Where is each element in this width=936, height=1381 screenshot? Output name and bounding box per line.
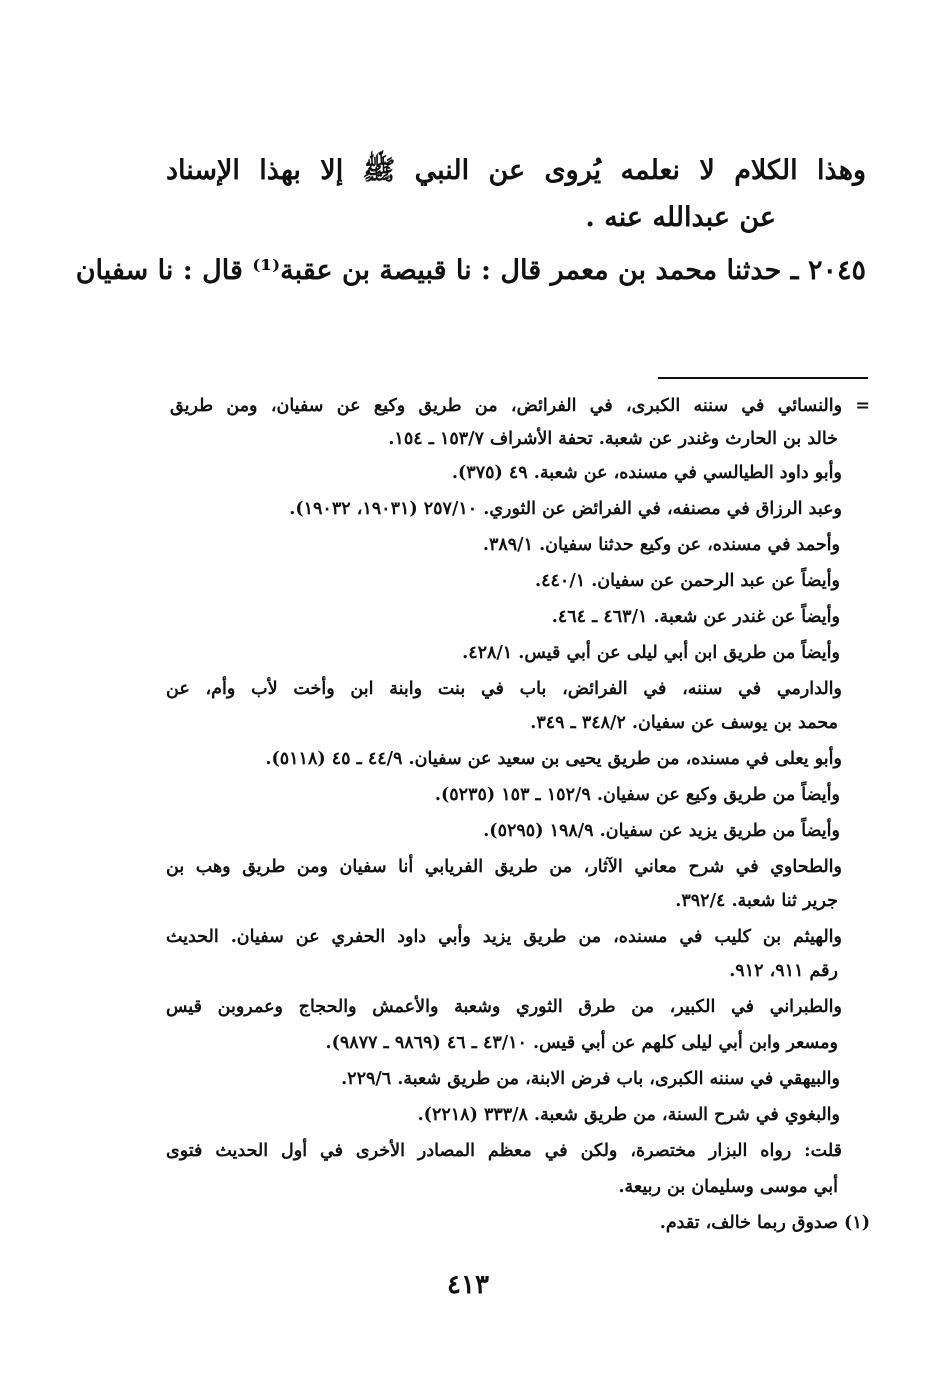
footnote-line: والبغوي في شرح السنة، من طريق شعبة. ٣٣٣/٨ (٢٢١٨). bbox=[417, 1105, 840, 1125]
footnote-line: محمد بن يوسف عن سفيان. ٣٤٨/٢ ـ ٣٤٩. bbox=[530, 713, 838, 733]
footnote-line: ومسعر وابن أبي ليلى كلهم عن أبي قيس. ٤٣/١٠ ـ ٤٦ (٩٨٦٩ ـ ٩٨٧٧). bbox=[325, 1033, 838, 1053]
footnote-line: والهيثم بن كليب في مسنده، من طريق يزيد وأبي داود الحفري عن سفيان. الحديث bbox=[166, 927, 842, 947]
footnote-line: جرير ثنا شعبة. ٣٩٢/٤. bbox=[675, 891, 838, 911]
footnote-line: وأيضاً عن عبد الرحمن عن سفيان. ٤٤٠/١. bbox=[535, 571, 840, 591]
page-number: ٤١٣ bbox=[447, 1270, 489, 1300]
footnote-line: والطحاوي في شرح معاني الآثار، من طريق الفريابي أنا سفيان ومن طريق وهب بن bbox=[166, 857, 842, 877]
footnote-line: والطبراني في الكبير، من طرق الثوري وشعبة والأعمش والحجاج وعمروبن قيس bbox=[166, 997, 842, 1017]
footnote-line: وأيضاً من طريق يزيد عن سفيان. ١٩٨/٩ (٥٢٩٥). bbox=[483, 821, 840, 841]
footnote-1: (١) صدوق ربما خالف، تقدم. bbox=[659, 1213, 870, 1233]
footnote-line: رقم ٩١١، ٩١٢. bbox=[729, 961, 838, 981]
footnote-line: وأحمد في مسنده، عن وكيع حدثنا سفيان. ٣٨٩/١. bbox=[482, 535, 840, 555]
footnote-line: وأيضاً من طريق ابن أبي ليلى عن أبي قيس. ٤٢٨/١. bbox=[462, 643, 840, 663]
footnote-line: وأبو يعلى في مسنده، من طريق يحيى بن سعيد عن سفيان. ٤٤/٩ ـ ٤٥ (٥١١٨). bbox=[265, 749, 842, 769]
footnote-line: والبيهقي في سننه الكبرى، باب فرض الابنة، من طريق شعبة. ٢٢٩/٦. bbox=[341, 1069, 840, 1089]
footnote-line: قلت: رواه البزار مختصرة، ولكن في معظم المصادر الأخرى في أول الحديث فتوى bbox=[166, 1141, 842, 1161]
footnote-line: وأبو داود الطيالسي في مسنده، عن شعبة. ٤٩ (٣٧٥). bbox=[451, 463, 842, 483]
footnote-line: = والنسائي في سننه الكبرى، في الفرائض، من طريق وكيع عن سفيان، ومن طريق bbox=[170, 396, 870, 416]
footnote-separator bbox=[658, 377, 868, 379]
main-text-line-1: وهذا الكلام لا نعلمه يُروى عن النبي ﷺ إلا بهذا الإسناد bbox=[166, 155, 866, 186]
footnote-line: خالد بن الحارث وغندر عن شعبة. تحفة الأشراف ١٥٣/٧ ـ ١٥٤. bbox=[388, 429, 838, 449]
footnote-line: وأيضاً عن غندر عن شعبة. ٤٦٣/١ ـ ٤٦٤. bbox=[551, 607, 840, 627]
footnote-line: وأيضاً من طريق وكيع عن سفيان. ١٥٢/٩ ـ ١٥٣ (٥٢٣٥). bbox=[434, 785, 840, 805]
footnote-line: أبي موسى وسليمان بن ربيعة. bbox=[618, 1177, 838, 1197]
footnote-line: والدارمي في سننه، في الفرائض، باب في بنت وابنة ابن وأخت لأب وأم، عن bbox=[166, 679, 842, 699]
hadith-2045-opening: ٢٠٤٥ ـ حدثنا محمد بن معمر قال : نا قبيصة بن عقبة⁽¹⁾ قال : نا سفيان bbox=[75, 255, 866, 286]
main-text-line-2: عن عبدالله عنه . bbox=[585, 202, 776, 233]
footnote-line: وعبد الرزاق في مصنفه، في الفرائض عن الثوري. ٢٥٧/١٠ (١٩٠٣١، ١٩٠٣٢). bbox=[289, 499, 842, 519]
